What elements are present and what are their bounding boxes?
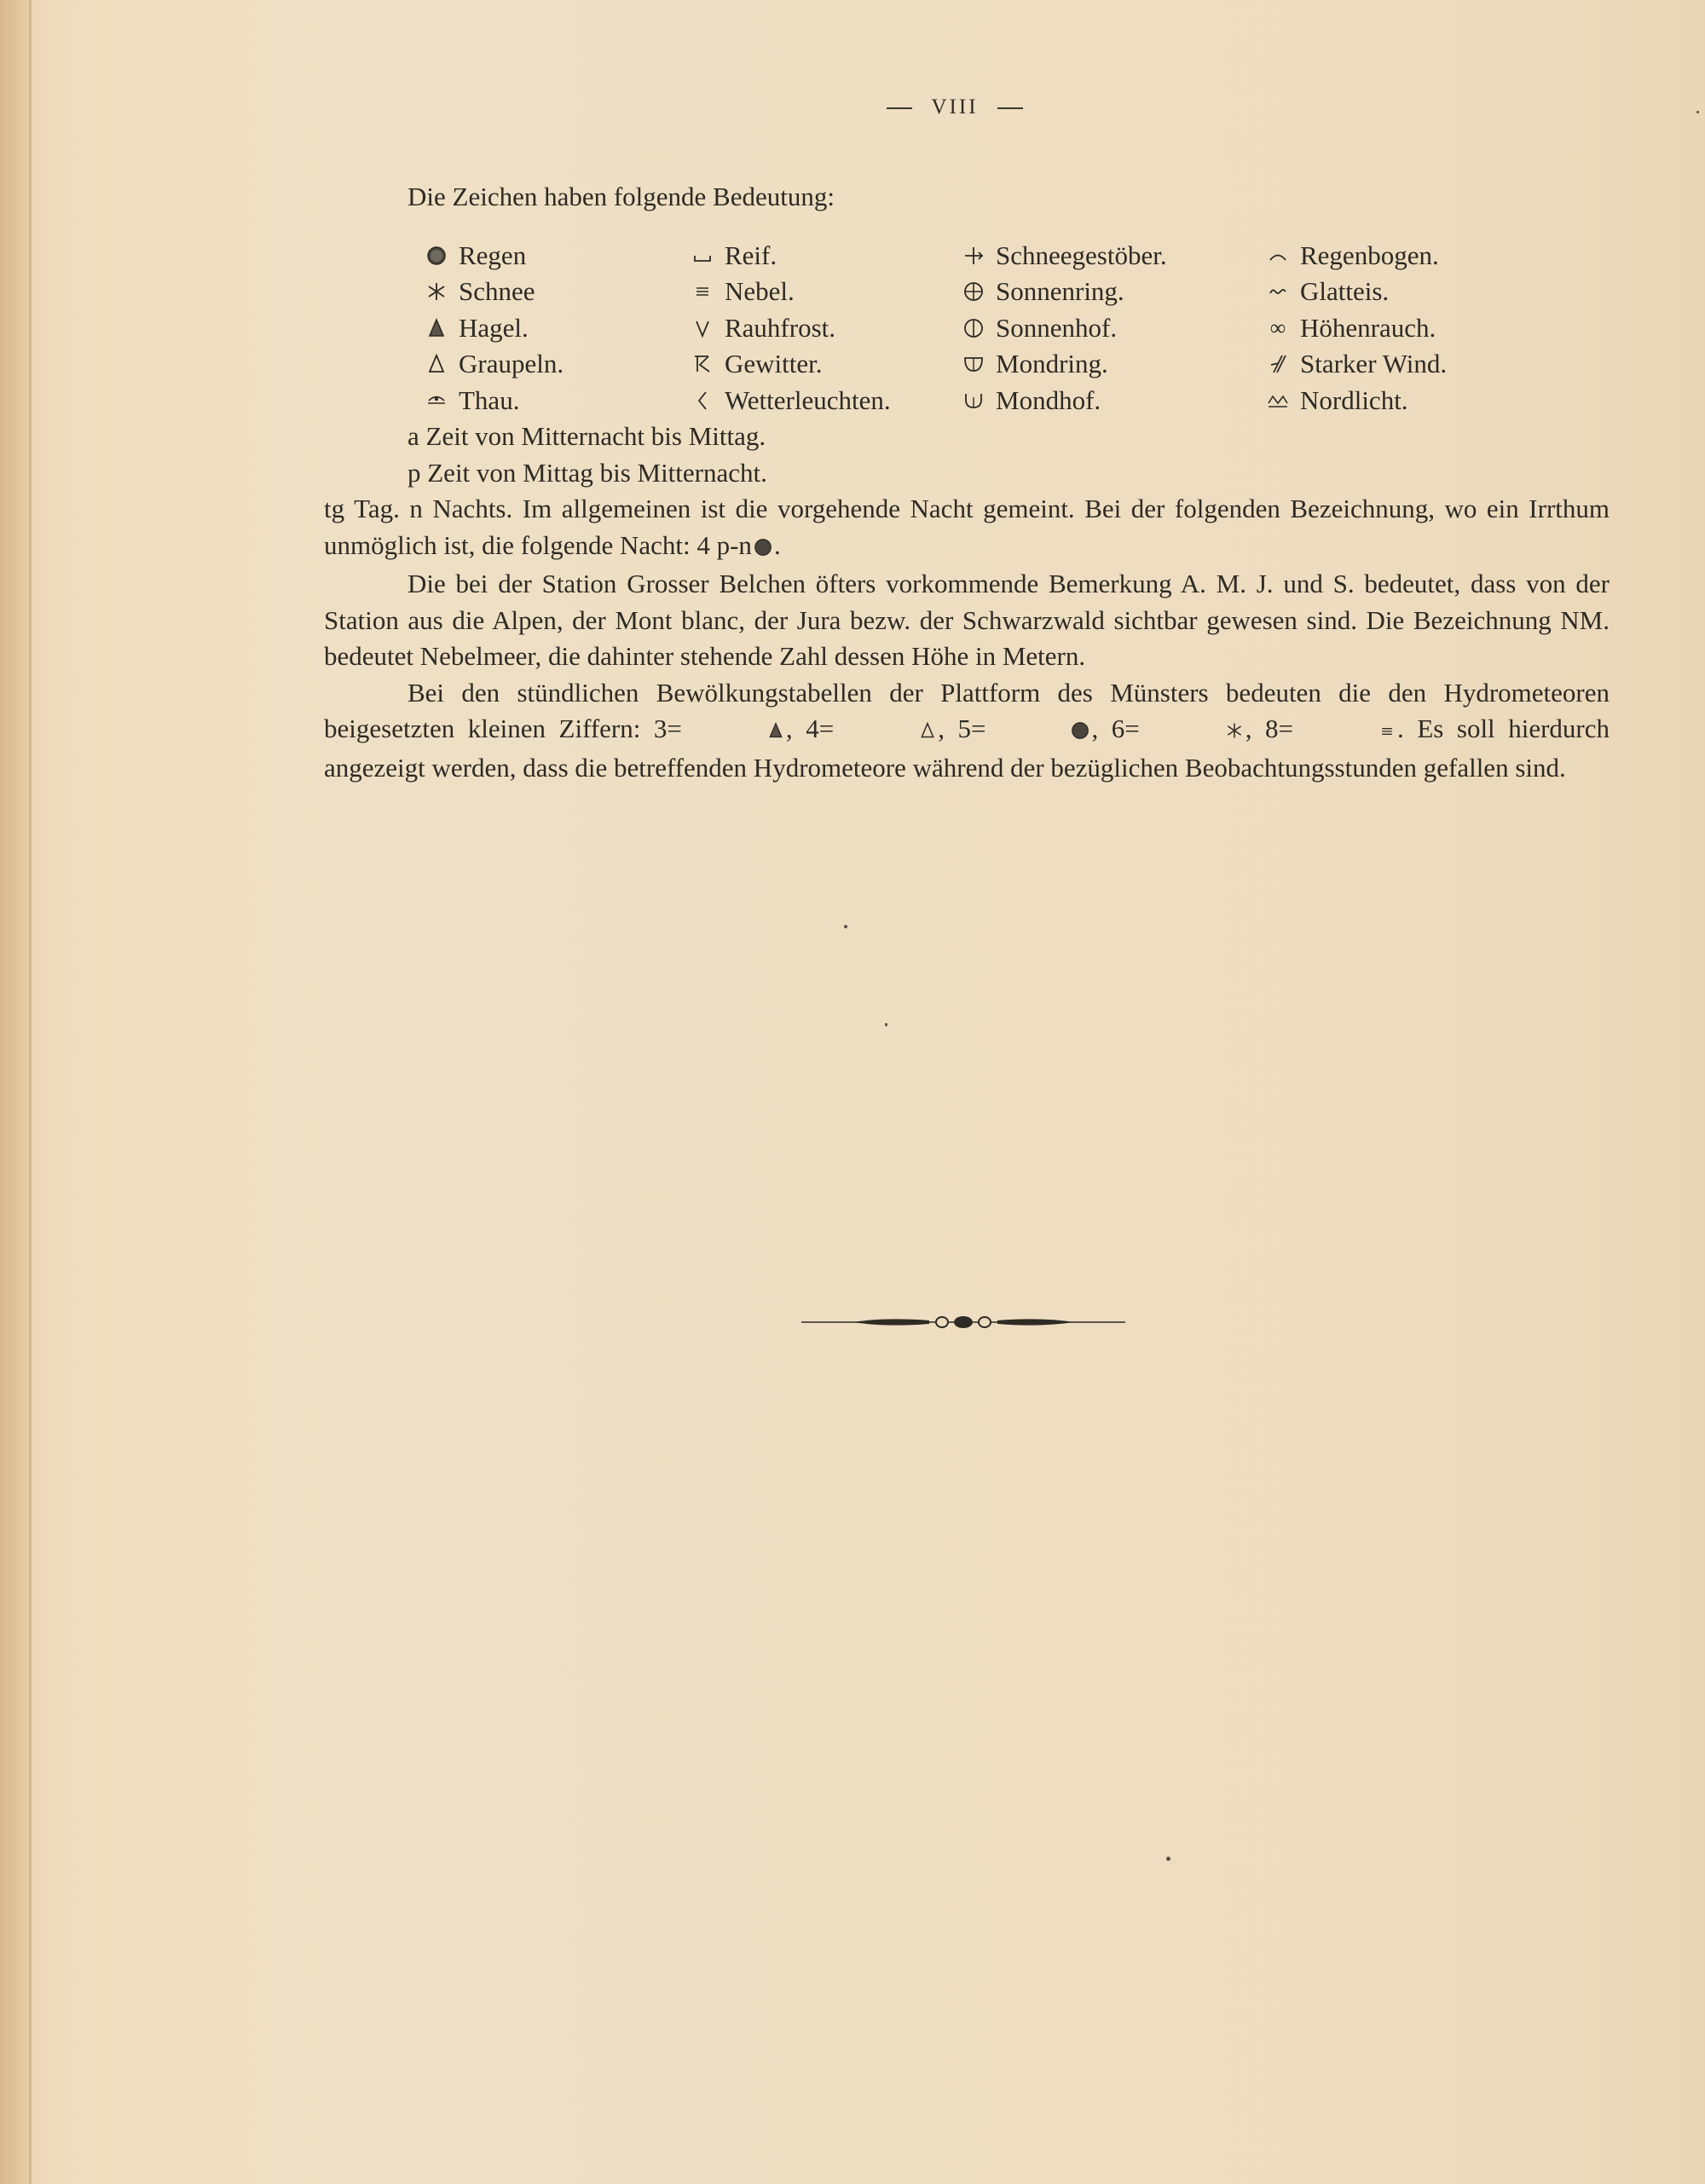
page-content: [324, 179, 1610, 786]
digit: 8: [1265, 714, 1279, 743]
legend-item-glatteis: [1266, 274, 1550, 310]
binding-edge: [0, 0, 32, 2184]
muenster-suffix: Es soll hierdurch angezeigt werden, dass die betreffenden Hydrometeore während der bezüglichen Beobachtungsstunden gefallen sind.: [324, 714, 1610, 783]
hoarfrost-bracket-icon: [691, 246, 714, 266]
legend-item-reif: [691, 238, 962, 274]
legend-item-mondring: [962, 346, 1266, 383]
legend-label: Starker Wind.: [1300, 349, 1448, 378]
legend-label: Regenbogen.: [1300, 240, 1439, 270]
legend-item-sonnenhof: [962, 310, 1266, 347]
paper-speck: [844, 925, 847, 928]
tg-example: 4 p-n: [696, 529, 752, 560]
abbreviation-p: p Zeit von Mittag bis Mitternacht.: [407, 457, 767, 488]
digit: 5: [957, 714, 971, 743]
tg-text: tg Tag. n Nachts. Im allgemeinen ist die vorgehende Nacht gemeint. Bei der folgenden Bezeichnung, wo ein Irrthum unmöglich ist, die folgende Nacht:: [324, 494, 1610, 560]
legend-label: Schnee: [459, 276, 535, 306]
legend-item-nordlicht: [1266, 383, 1550, 419]
paper-speck: [885, 1023, 887, 1026]
legend-label: Nebel.: [725, 276, 795, 306]
hail-filled-triangle-icon: [684, 714, 784, 750]
snow-star-icon: [1141, 714, 1244, 750]
legend-label: Rauhfrost.: [725, 312, 836, 343]
page-number-text: VIII: [931, 95, 979, 118]
digit: 6: [1111, 714, 1125, 743]
muenster-text: Bei den stündlichen Bewölkungstabellen der Plattform des Münsters bedeuten die den Hydrometeoren beigesetzten kleinen Ziffern:: [324, 677, 1610, 743]
graupel-triangle-icon: [835, 714, 936, 750]
legend-label: Sonnenhof.: [996, 312, 1118, 343]
legend-item-rauhfrost: [691, 310, 962, 347]
legend-label: Mondring.: [996, 349, 1108, 378]
page-number: [0, 95, 1705, 119]
haze-infinity-icon: ∞: [1269, 315, 1286, 340]
paper-speck: [1166, 1857, 1170, 1861]
strong-wind-slashes-icon: [1266, 353, 1290, 375]
snowstorm-arrow-icon: [962, 245, 985, 267]
rain-filled-circle-icon: [754, 530, 772, 567]
legend-item-graupeln: [425, 346, 691, 383]
digit: 4: [806, 714, 819, 743]
moon-halo-cup-icon: [962, 390, 985, 412]
legend-label: Regen: [459, 240, 527, 270]
graupel-triangle-icon: [425, 353, 448, 375]
digit: 3: [653, 714, 668, 743]
legend-item-regen: [425, 238, 691, 274]
legend-label: Graupeln.: [459, 349, 564, 378]
muenster-paragraph: Bei den stündlichen Bewölkungstabellen der Plattform des Münsters bedeuten die den Hydrometeoren beigesetzten kleinen Ziffern: 3= , 4= , 5= , 6= , 8= . Es soll hierdurch angezeigt werden, dass die betreffenden Hydrometeore während der bezüglichen Beobachtungsstunden gefallen sind.: [324, 677, 1610, 783]
legend-item-regenbogen: [1266, 238, 1550, 274]
paper-speck: [1696, 111, 1699, 113]
snow-star-icon: [425, 280, 448, 303]
legend-label: Wetterleuchten.: [725, 384, 891, 415]
hail-filled-triangle-icon: [425, 317, 448, 339]
legend-label: Schneegestöber.: [996, 240, 1167, 270]
moon-ring-icon: [962, 353, 985, 375]
legend-label: Glatteis.: [1300, 276, 1390, 306]
legend-label: Sonnenring.: [996, 276, 1124, 306]
legend-item-thau: [425, 383, 691, 419]
rain-filled-circle-icon: [425, 246, 448, 266]
sun-ring-crosshair-icon: [962, 280, 985, 303]
sheet-lightning-angle-icon: [691, 390, 714, 412]
legend-item-hagel: [425, 310, 691, 347]
legend-label: Höhenrauch.: [1300, 312, 1436, 343]
glaze-ice-wave-icon: [1266, 281, 1290, 302]
thunderstorm-k-icon: [691, 353, 714, 375]
legend-label: Nordlicht.: [1300, 384, 1408, 415]
legend-item-sonnenring: [962, 274, 1266, 310]
legend-label: Gewitter.: [725, 349, 823, 378]
sun-halo-circle-icon: [962, 317, 985, 339]
symbol-legend: [425, 238, 1550, 419]
legend-item-nebel: [691, 274, 962, 310]
legend-item-schnee: [425, 274, 691, 310]
binding-shadow-line: [29, 0, 32, 2184]
abbreviation-a: a Zeit von Mitternacht bis Mittag.: [407, 421, 766, 451]
legend-intro: Die Zeichen haben folgende Bedeutung:: [407, 182, 835, 211]
legend-label: Mondhof.: [996, 384, 1101, 415]
ornamental-divider: [801, 1309, 1125, 1336]
legend-label: Hagel.: [459, 312, 529, 343]
abbreviation-tg-paragraph: tg Tag. n Nachts. Im allgemeinen ist die vorgehende Nacht gemeint. Bei der folgenden Bezeichnung, wo ein Irrthum unmöglich ist, die folgende Nacht: 4 p-n .: [324, 491, 1610, 566]
legend-item-hoehenrauch: [1266, 310, 1550, 347]
legend-item-gewitter: [691, 346, 962, 383]
belchen-paragraph: Die bei der Station Grosser Belchen öfters vorkommende Bemerkung A. M. J. und S. bedeutet, dass von der Station aus die Alpen, der Mont blanc, der Jura bezw. der Schwarzwald sichtbar gewesen sind. Die Bezeichnung NM. bedeutet Nebelmeer, die dahinter stehende Zahl dessen Höhe in Metern.: [324, 569, 1610, 671]
rime-v-icon: [691, 318, 714, 338]
legend-item-mondhof: [962, 383, 1266, 419]
legend-item-wetterleuchten: [691, 383, 962, 419]
legend-label: Thau.: [459, 384, 520, 415]
legend-item-starker-wind: [1266, 346, 1550, 383]
legend-item-schneegestoeber: [962, 238, 1266, 274]
rain-filled-circle-icon: [987, 714, 1089, 750]
fog-lines-icon: [691, 281, 714, 302]
aurora-crown-icon: [1266, 390, 1290, 411]
dew-bowl-icon: [425, 390, 448, 411]
rainbow-arc-icon: [1266, 246, 1290, 266]
fog-lines-icon: [1295, 714, 1396, 750]
legend-label: Reif.: [725, 240, 777, 270]
